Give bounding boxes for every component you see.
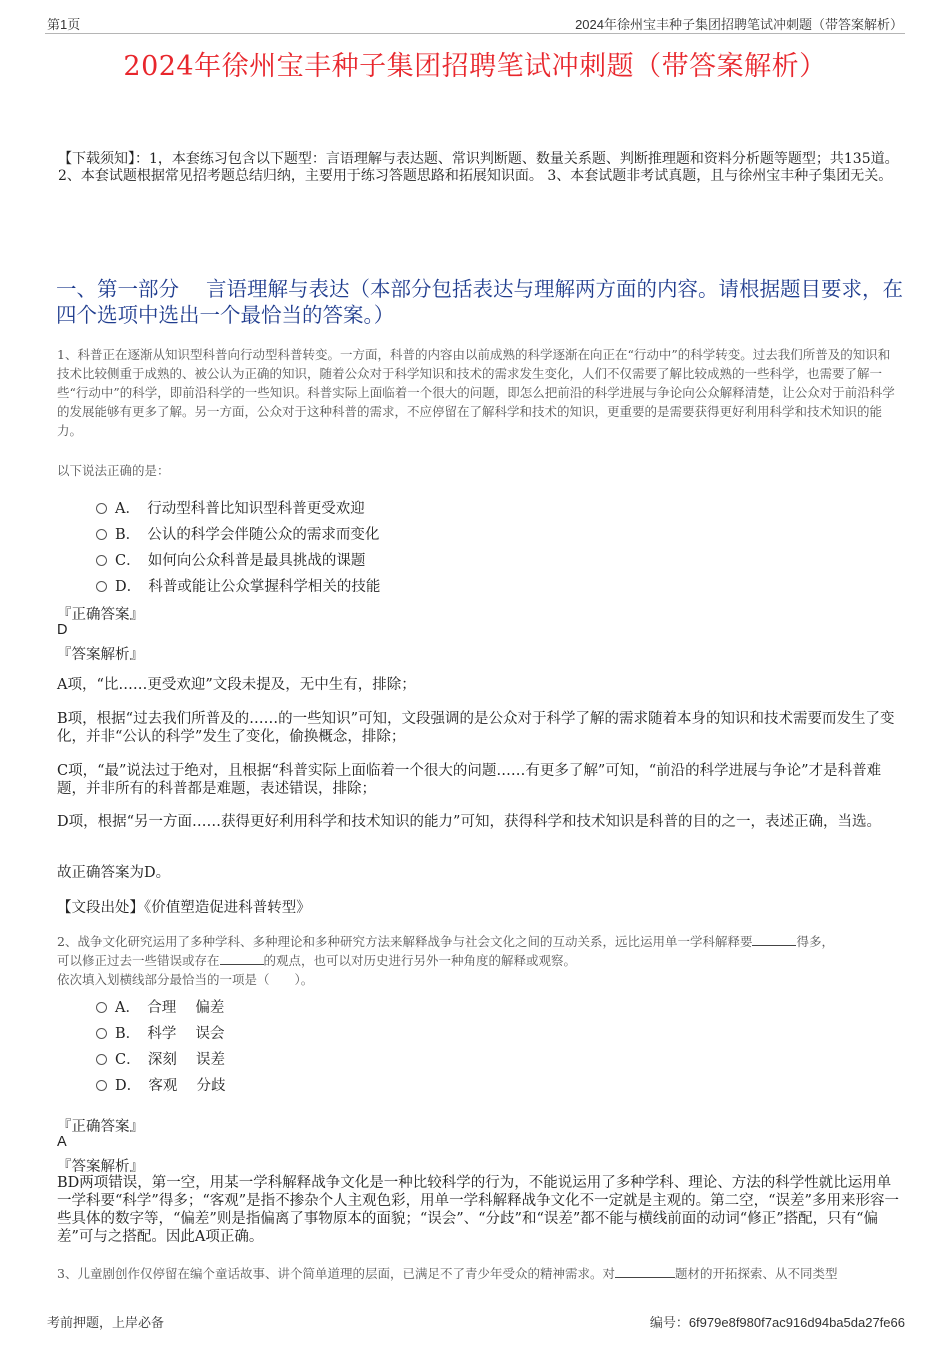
q1-analysis-c: C项，“最”说法过于绝对，且根据“科普实际上面临着一个很大的问题……有更多了解”可知，“前沿的科学进展与争论”才是科普难题，并非所有的科普都是难题，表述错误，排除；: [57, 763, 882, 797]
footer-slogan: 考前押题，上岸必备: [47, 1316, 165, 1331]
q1-prompt: 以下说法正确的是：: [57, 463, 170, 478]
q1-analysis-a: A项，“比……更受欢迎”文段未提及，无中生有，排除；: [57, 677, 416, 693]
q1-source: 【文段出处】《价值塑造促进科普转型》: [57, 900, 311, 916]
q2-analysis: BD两项错误，第一空，用某一学科解释战争文化是一种比较科学的行为，不能说运用了多种学科、理论、方法的科学性就比运用单一学科要“科学”得多；“客观”是指不掺杂个人主观色彩，用单一学科解释战争文化不一定就是主观的。第二空，“误差”多用来形容一些具体的数字等，“偏差”则是指偏离了事物原本的面貌；“误会”、“分歧”和“误差”都不能与横线前面的动词“修正”搭配，只有“偏差”可与之搭配。因此A项正确。: [57, 1175, 899, 1245]
radio-icon[interactable]: [96, 1054, 107, 1065]
page-number: 第1页: [47, 17, 81, 32]
q1-option-d[interactable]: D． 科普或能让公众掌握科学相关的技能: [96, 575, 380, 596]
q1-answer-label: 『正确答案』: [57, 607, 144, 623]
radio-icon[interactable]: [96, 503, 107, 514]
q2-option-c[interactable]: C． 深刻 误差: [96, 1048, 225, 1069]
q2-answer-label: 『正确答案』: [57, 1119, 144, 1135]
q1-analysis-label: 『答案解析』: [57, 647, 144, 663]
q1-option-a[interactable]: A． 行动型科普比知识型科普更受欢迎: [96, 497, 365, 518]
document-title: 2024年徐州宝丰种子集团招聘笔试冲刺题（带答案解析）: [123, 51, 827, 82]
fill-blank: [752, 945, 796, 946]
q2-analysis-label: 『答案解析』: [57, 1159, 144, 1175]
q2-stem: 2、战争文化研究运用了多种学科、多种理论和多种研究方法来解释战争与社会文化之间的互动关系，远比运用单一学科解释要 得多， 可以修正过去一些错误或存在 的观点，也可以对历史进行另外一种角度的解释或观察。 依次填入划横线部分最恰当的一项是（ ）。: [57, 934, 834, 987]
header-doc-title: 2024年徐州宝丰种子集团招聘笔试冲刺题（带答案解析）: [575, 17, 903, 32]
q1-conclusion: 故正确答案为D。: [57, 865, 171, 881]
q1-analysis-d: D项，根据“另一方面……获得更好利用科学和技术知识的能力”可知，获得科学和技术知识是科普的目的之一，表述正确，当选。: [57, 814, 881, 830]
radio-icon[interactable]: [96, 581, 107, 592]
footer-serial: 编号：6f979e8f980f7ac916d94ba5da27fe66: [649, 1315, 905, 1330]
q1-option-c[interactable]: C． 如何向公众科普是最具挑战的课题: [96, 549, 365, 570]
header-divider: [45, 33, 905, 34]
section-heading: 一、第一部分 言语理解与表达（本部分包括表达与理解两方面的内容。请根据题目要求，在四个选项中选出一个最恰当的答案。）: [56, 277, 904, 327]
radio-icon[interactable]: [96, 1028, 107, 1039]
q2-option-d[interactable]: D． 客观 分歧: [96, 1074, 226, 1095]
radio-icon[interactable]: [96, 529, 107, 540]
download-notice: 【下载须知】：1，本套练习包含以下题型：言语理解与表达题、常识判断题、数量关系题、判断推理题和资料分析题等题型；共135道。 2、本套试题根据常见招考题总结归纳，主要用于练习答题思路和拓展知识面。 3、本套试题非考试真题，且与徐州宝丰种子集团无关。: [58, 151, 899, 184]
radio-icon[interactable]: [96, 555, 107, 566]
radio-icon[interactable]: [96, 1002, 107, 1013]
q1-option-b[interactable]: B． 公认的科学会伴随公众的需求而变化: [96, 523, 379, 544]
q1-stem: 1、科普正在逐渐从知识型科普向行动型科普转变。一方面，科普的内容由以前成熟的科学逐渐在向正在“行动中”的科学转变。过去我们所普及的知识和技术比较侧重于成熟的、被公认为正确的知识，随着公众对于科学知识和技术的需求发生变化，人们不仅需要了解比较成熟的一些科学，也需要了解一些“行动中”的科学，即前沿科学的一些知识。科普实际上面临着一个很大的问题，即怎么把前沿的科学进展与争论向公众解释清楚，让公众对于前沿科学的发展能够有更多了解。另一方面，公众对于这种科普的需求，不应停留在了解科学和技术的知识，更重要的是需要获得更好利用科学和技术知识的能力。: [57, 347, 895, 438]
q2-answer: A: [57, 1134, 67, 1150]
q1-analysis-b: B项，根据“过去我们所普及的……的一些知识”可知，文段强调的是公众对于科学了解的需求随着本身的知识和技术需要而发生了变化，并非“公认的科学”发生了变化，偷换概念，排除；: [57, 711, 895, 745]
fill-blank: [220, 964, 264, 965]
q1-answer: D: [57, 622, 68, 638]
fill-blank: [615, 1277, 675, 1278]
q3-stem: 3、儿童剧创作仅停留在编个童话故事、讲个简单道理的层面，已满足不了青少年受众的精神需求。对 题材的开拓探索、从不同类型: [57, 1266, 838, 1281]
q2-option-b[interactable]: B． 科学 误会: [96, 1022, 225, 1043]
q2-option-a[interactable]: A． 合理 偏差: [96, 996, 224, 1017]
radio-icon[interactable]: [96, 1080, 107, 1091]
